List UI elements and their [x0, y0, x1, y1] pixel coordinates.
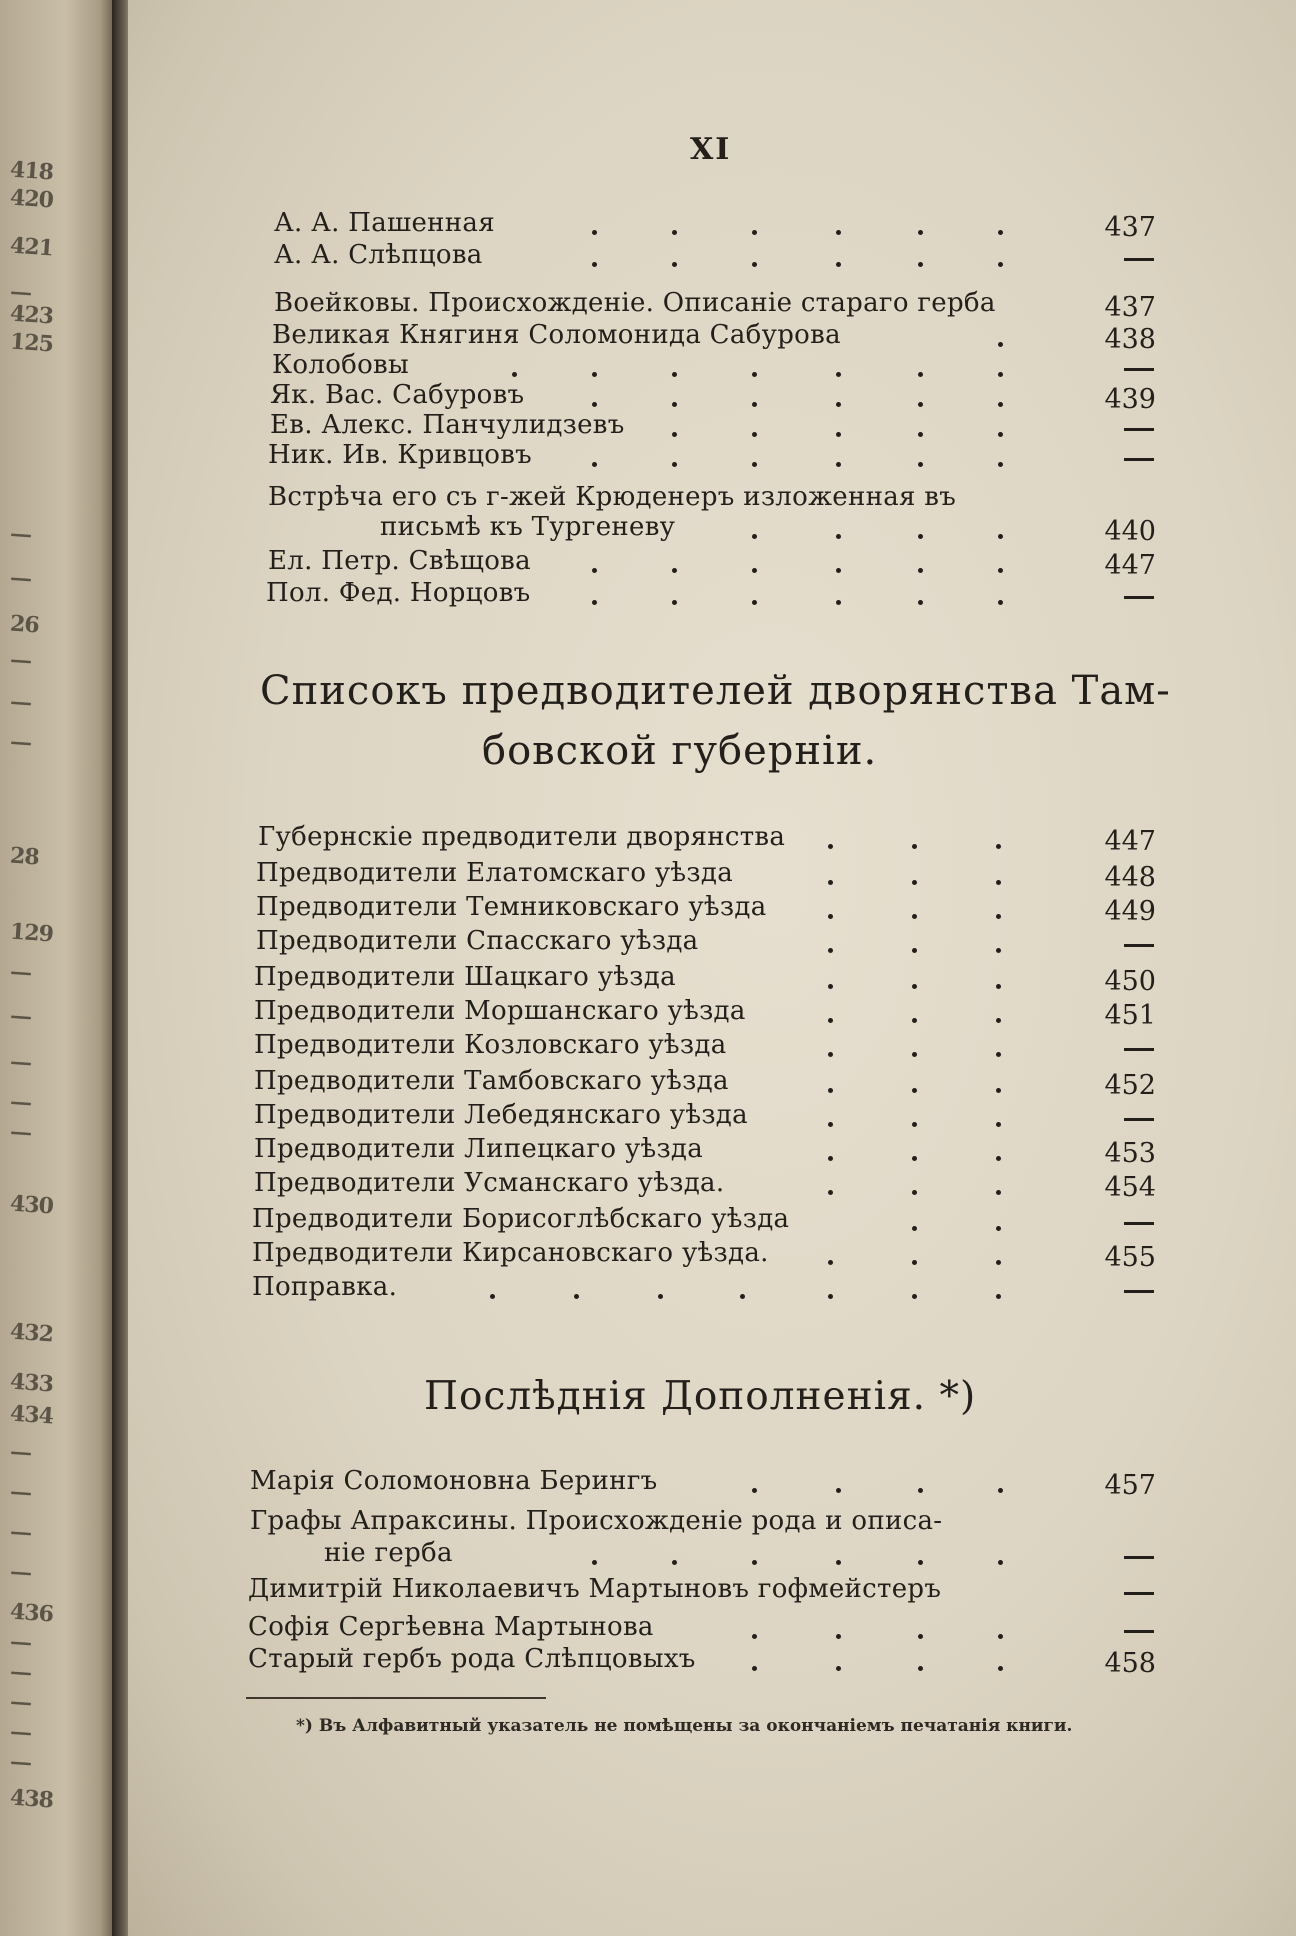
leader-dot [658, 1294, 663, 1299]
toc-entry-text: письмѣ къ Тургеневу [380, 512, 676, 542]
toc-entry-text: Великая Княгиня Соломонида Сабурова [272, 320, 841, 350]
toc-entry-page-dash [1124, 1592, 1154, 1595]
leader-dot [828, 914, 833, 919]
leader-dot [996, 1226, 1001, 1231]
leader-dot [828, 880, 833, 885]
leader-dot [998, 402, 1003, 407]
leader-dot [996, 1190, 1001, 1195]
toc-entry-page-dash [1124, 1118, 1154, 1121]
leader-dot [998, 1560, 1003, 1565]
leader-dot [752, 600, 757, 605]
leader-dot [918, 1488, 923, 1493]
leader-dot [996, 1122, 1001, 1127]
leader-dot [836, 432, 841, 437]
left-margin-number: 28 [9, 842, 40, 871]
toc-entry [0, 1168, 1296, 1202]
left-margin-number: 432 [9, 1318, 54, 1348]
toc-entry-page: 448 [1104, 862, 1156, 893]
toc-entry-text: Колобовы [272, 350, 409, 380]
toc-entry [0, 320, 1296, 354]
leader-dot [836, 1488, 841, 1493]
leader-dot [828, 1122, 833, 1127]
toc-entry-text: Як. Вас. Сабуровъ [270, 380, 525, 410]
leader-dot [912, 1260, 917, 1265]
leader-dot [592, 462, 597, 467]
toc-entry-page-dash [1124, 1222, 1154, 1225]
left-margin-number: 436 [9, 1598, 54, 1628]
left-margin-number: 418 [9, 156, 54, 186]
left-margin-number: 420 [9, 184, 54, 214]
toc-entry-text: Ев. Алекс. Панчулидзевъ [270, 410, 625, 440]
left-margin-number: — [9, 1688, 32, 1716]
leader-dot [998, 342, 1003, 347]
left-margin-number: — [9, 1088, 32, 1116]
left-margin-number: — [9, 958, 32, 986]
leader-dot [672, 568, 677, 573]
leader-dot [828, 844, 833, 849]
toc-entry-text: Предводители Козловскаго уѣзда [254, 1030, 727, 1060]
leader-dot [918, 1560, 923, 1565]
left-margin-number: 434 [9, 1400, 54, 1430]
toc-entry [0, 512, 1296, 546]
leader-dot [918, 262, 923, 267]
leader-dot [836, 534, 841, 539]
leader-dot [836, 1560, 841, 1565]
leader-dot [996, 1018, 1001, 1023]
toc-entry [0, 1238, 1296, 1272]
toc-entry-text: Марія Соломоновна Берингъ [250, 1466, 658, 1496]
leader-dot [912, 1294, 917, 1299]
toc-entry-text: Встрѣча его съ г-жей Крюденеръ изложенная въ [268, 482, 957, 512]
leader-dot [512, 372, 517, 377]
toc-entry [0, 822, 1296, 856]
toc-entry [0, 482, 1296, 516]
leader-dot [752, 568, 757, 573]
toc-entry-page: 451 [1104, 1000, 1156, 1031]
toc-entry [0, 1506, 1296, 1540]
leader-dot [752, 262, 757, 267]
toc-entry-page-dash [1124, 944, 1154, 947]
leader-dot [752, 372, 757, 377]
leader-dot [490, 1294, 495, 1299]
leader-dot [752, 402, 757, 407]
leader-dot [998, 534, 1003, 539]
leader-dot [672, 262, 677, 267]
toc-entry-page: 437 [1104, 292, 1156, 323]
toc-entry-text: Предводители Елатомскаго уѣзда [256, 858, 733, 888]
left-margin-number: 421 [9, 232, 54, 262]
heading-one-line2: бовской губерніи. [482, 728, 878, 774]
leader-dot [998, 432, 1003, 437]
toc-entry-page-dash [1124, 368, 1154, 371]
left-margin-number: 26 [9, 610, 40, 639]
leader-dot [672, 432, 677, 437]
toc-entry-text: Предводители Темниковскаго уѣзда [256, 892, 767, 922]
toc-entry [0, 1030, 1296, 1064]
toc-entry-text: А. А. Слѣпцова [274, 240, 483, 270]
leader-dot [836, 372, 841, 377]
leader-dot [996, 1294, 1001, 1299]
leader-dot [998, 568, 1003, 573]
leader-dot [912, 914, 917, 919]
leader-dot [828, 948, 833, 953]
leader-dot [918, 372, 923, 377]
toc-entry-page: 452 [1104, 1070, 1156, 1101]
leader-dot [836, 462, 841, 467]
left-margin-number: — [9, 1478, 32, 1506]
footnote: *) Въ Алфавитный указатель не помѣщены за окончаніемъ печатанія книги. [296, 1716, 1073, 1736]
toc-entry-page: 454 [1104, 1172, 1156, 1203]
toc-entry-text: Димитрій Николаевичъ Мартыновъ гофмейстеръ [248, 1574, 942, 1604]
toc-entry-text: Предводители Спасскаго уѣзда [256, 926, 699, 956]
leader-dot [996, 948, 1001, 953]
leader-dot [998, 1634, 1003, 1639]
leader-dot [918, 1666, 923, 1671]
leader-dot [828, 1088, 833, 1093]
left-margin-number: — [9, 278, 32, 306]
toc-entry [0, 1466, 1296, 1500]
leader-dot [836, 1666, 841, 1671]
toc-entry [0, 1574, 1296, 1608]
toc-entry-text: Пол. Фед. Норцовъ [266, 578, 531, 608]
toc-entry [0, 892, 1296, 926]
leader-dot [996, 880, 1001, 885]
left-margin-number: — [9, 646, 32, 674]
toc-entry-page-dash [1124, 1048, 1154, 1051]
leader-dot [918, 1634, 923, 1639]
leader-dot [828, 984, 833, 989]
toc-entry-text: Предводители Шацкаго уѣзда [254, 962, 676, 992]
leader-dot [836, 402, 841, 407]
toc-entry-page: 455 [1104, 1242, 1156, 1273]
toc-entry [0, 380, 1296, 414]
toc-entry [0, 1134, 1296, 1168]
left-margin-number: — [9, 1558, 32, 1586]
leader-dot [592, 230, 597, 235]
leader-dot [918, 432, 923, 437]
heading-two: Послѣднія Дополненія. *) [424, 1374, 977, 1419]
leader-dot [996, 914, 1001, 919]
leader-dot [912, 984, 917, 989]
leader-dot [912, 880, 917, 885]
toc-entry-page: 453 [1104, 1138, 1156, 1169]
leader-dot [918, 600, 923, 605]
toc-entry-page-dash [1124, 1556, 1154, 1559]
leader-dot [912, 1156, 917, 1161]
leader-dot [996, 1088, 1001, 1093]
leader-dot [752, 1634, 757, 1639]
left-margin-number: — [9, 1118, 32, 1146]
toc-entry-page: 438 [1104, 324, 1156, 355]
leader-dot [836, 230, 841, 235]
leader-dot [996, 1260, 1001, 1265]
left-margin-number: — [9, 1628, 32, 1656]
left-margin-number: — [9, 564, 32, 592]
toc-entry-text: Предводители Тамбовскаго уѣзда [254, 1066, 729, 1096]
leader-dot [912, 948, 917, 953]
toc-entry-text: Предводители Борисоглѣбскаго уѣзда [252, 1204, 790, 1234]
toc-entry-page-dash [1124, 596, 1154, 599]
toc-entry-text: А. А. Пашенная [274, 208, 495, 238]
toc-entry-page-dash [1124, 258, 1154, 261]
leader-dot [752, 534, 757, 539]
left-margin-number: 125 [9, 328, 54, 358]
toc-entry-text: Предводители Моршанскаго уѣзда [254, 996, 746, 1026]
left-margin-number: — [9, 1048, 32, 1076]
heading-one-line1: Списокъ предводителей дворянства Там- [260, 668, 1171, 714]
toc-entry [0, 240, 1296, 274]
leader-dot [912, 1018, 917, 1023]
toc-entry-text: Предводители Кирсановскаго уѣзда. [252, 1238, 769, 1268]
left-margin-number: — [9, 520, 32, 548]
left-margin-number: — [9, 728, 32, 756]
leader-dot [574, 1294, 579, 1299]
leader-dot [752, 230, 757, 235]
left-margin-number: 129 [9, 918, 54, 948]
toc-entry-text: Предводители Лебедянскаго уѣзда [254, 1100, 748, 1130]
toc-entry-page: 447 [1104, 826, 1156, 857]
page-number: XI [690, 132, 732, 167]
leader-dot [836, 262, 841, 267]
toc-entry-page-dash [1124, 1290, 1154, 1293]
leader-dot [998, 1488, 1003, 1493]
leader-dot [998, 1666, 1003, 1671]
leader-dot [828, 1190, 833, 1195]
toc-entry-page: 458 [1104, 1648, 1156, 1679]
leader-dot [912, 1190, 917, 1195]
leader-dot [998, 600, 1003, 605]
leader-dot [592, 600, 597, 605]
toc-entry [0, 962, 1296, 996]
left-margin-number: 423 [9, 300, 54, 330]
leader-dot [912, 844, 917, 849]
leader-dot [592, 372, 597, 377]
toc-entry-page: 449 [1104, 896, 1156, 927]
toc-entry-text: Графы Апраксины. Происхожденіе рода и описа- [250, 1506, 943, 1536]
toc-entry [0, 858, 1296, 892]
toc-entry [0, 1644, 1296, 1678]
leader-dot [672, 600, 677, 605]
left-margin-number: — [9, 1658, 32, 1686]
leader-dot [672, 230, 677, 235]
left-margin-number: 438 [9, 1784, 54, 1814]
toc-entry-page: 440 [1104, 516, 1156, 547]
leader-dot [912, 1122, 917, 1127]
leader-dot [672, 402, 677, 407]
toc-entry-text: Предводители Липецкаго уѣзда [254, 1134, 704, 1164]
toc-entry [0, 1538, 1296, 1572]
toc-entry-text: Старый гербъ рода Слѣпцовыхъ [248, 1644, 696, 1674]
left-margin-number: — [9, 688, 32, 716]
toc-entry [0, 996, 1296, 1030]
toc-entry [0, 410, 1296, 444]
leader-dot [998, 372, 1003, 377]
leader-dot [918, 462, 923, 467]
toc-entry-text: Поправка. [252, 1272, 398, 1302]
leader-dot [918, 534, 923, 539]
leader-dot [672, 1560, 677, 1565]
leader-dot [998, 230, 1003, 235]
leader-dot [998, 262, 1003, 267]
toc-entry-page: 457 [1104, 1470, 1156, 1501]
toc-entry-page: 439 [1104, 384, 1156, 415]
leader-dot [998, 462, 1003, 467]
leader-dot [836, 600, 841, 605]
leader-dot [752, 1666, 757, 1671]
leader-dot [672, 462, 677, 467]
toc-entry-text: Ел. Петр. Свѣщова [268, 546, 531, 576]
leader-dot [592, 402, 597, 407]
toc-entry-page: 450 [1104, 966, 1156, 997]
leader-dot [752, 1560, 757, 1565]
toc-entry-page-dash [1124, 458, 1154, 461]
toc-entry-text: Губернскіе предводители дворянства [258, 822, 786, 852]
leader-dot [912, 1052, 917, 1057]
toc-entry [0, 1100, 1296, 1134]
leader-dot [996, 984, 1001, 989]
left-margin-number: — [9, 1518, 32, 1546]
left-margin-number: 433 [9, 1368, 54, 1398]
toc-entry [0, 546, 1296, 580]
toc-entry [0, 350, 1296, 384]
toc-entry-page-dash [1124, 1630, 1154, 1633]
toc-entry-text: Предводители Усманскаго уѣзда. [254, 1168, 725, 1198]
leader-dot [996, 1156, 1001, 1161]
leader-dot [828, 1156, 833, 1161]
leader-dot [912, 1088, 917, 1093]
leader-dot [828, 1260, 833, 1265]
toc-entry-text: Воейковы. Происхожденіе. Описаніе стараго герба [274, 288, 996, 318]
toc-entry-text: Софія Сергѣевна Мартынова [248, 1612, 654, 1642]
leader-dot [836, 568, 841, 573]
left-margin-number: — [9, 1438, 32, 1466]
left-margin-number: — [9, 1748, 32, 1776]
leader-dot [828, 1294, 833, 1299]
leader-dot [912, 1226, 917, 1231]
toc-entry [0, 208, 1296, 242]
toc-entry [0, 578, 1296, 612]
leader-dot [752, 462, 757, 467]
leader-dot [918, 402, 923, 407]
leader-dot [740, 1294, 745, 1299]
toc-entry-page: 437 [1104, 212, 1156, 243]
toc-entry [0, 288, 1296, 322]
leader-dot [752, 1488, 757, 1493]
leader-dot [996, 844, 1001, 849]
toc-entry-text: ніе герба [324, 1538, 453, 1568]
leader-dot [918, 230, 923, 235]
leader-dot [828, 1052, 833, 1057]
left-margin-number: 430 [9, 1190, 54, 1220]
toc-entry-page-dash [1124, 428, 1154, 431]
leader-dot [592, 568, 597, 573]
toc-entry [0, 926, 1296, 960]
left-margin-number: — [9, 1002, 32, 1030]
toc-entry [0, 1612, 1296, 1646]
leader-dot [836, 1634, 841, 1639]
toc-entry [0, 1272, 1296, 1306]
footnote-rule [246, 1697, 546, 1699]
left-margin-number: — [9, 1718, 32, 1746]
leader-dot [996, 1052, 1001, 1057]
toc-entry [0, 440, 1296, 474]
toc-entry [0, 1204, 1296, 1238]
toc-entry-page: 447 [1104, 550, 1156, 581]
leader-dot [672, 372, 677, 377]
leader-dot [752, 432, 757, 437]
leader-dot [918, 568, 923, 573]
toc-entry-text: Ник. Ив. Кривцовъ [268, 440, 533, 470]
toc-entry [0, 1066, 1296, 1100]
leader-dot [828, 1018, 833, 1023]
leader-dot [592, 262, 597, 267]
leader-dot [592, 1560, 597, 1565]
